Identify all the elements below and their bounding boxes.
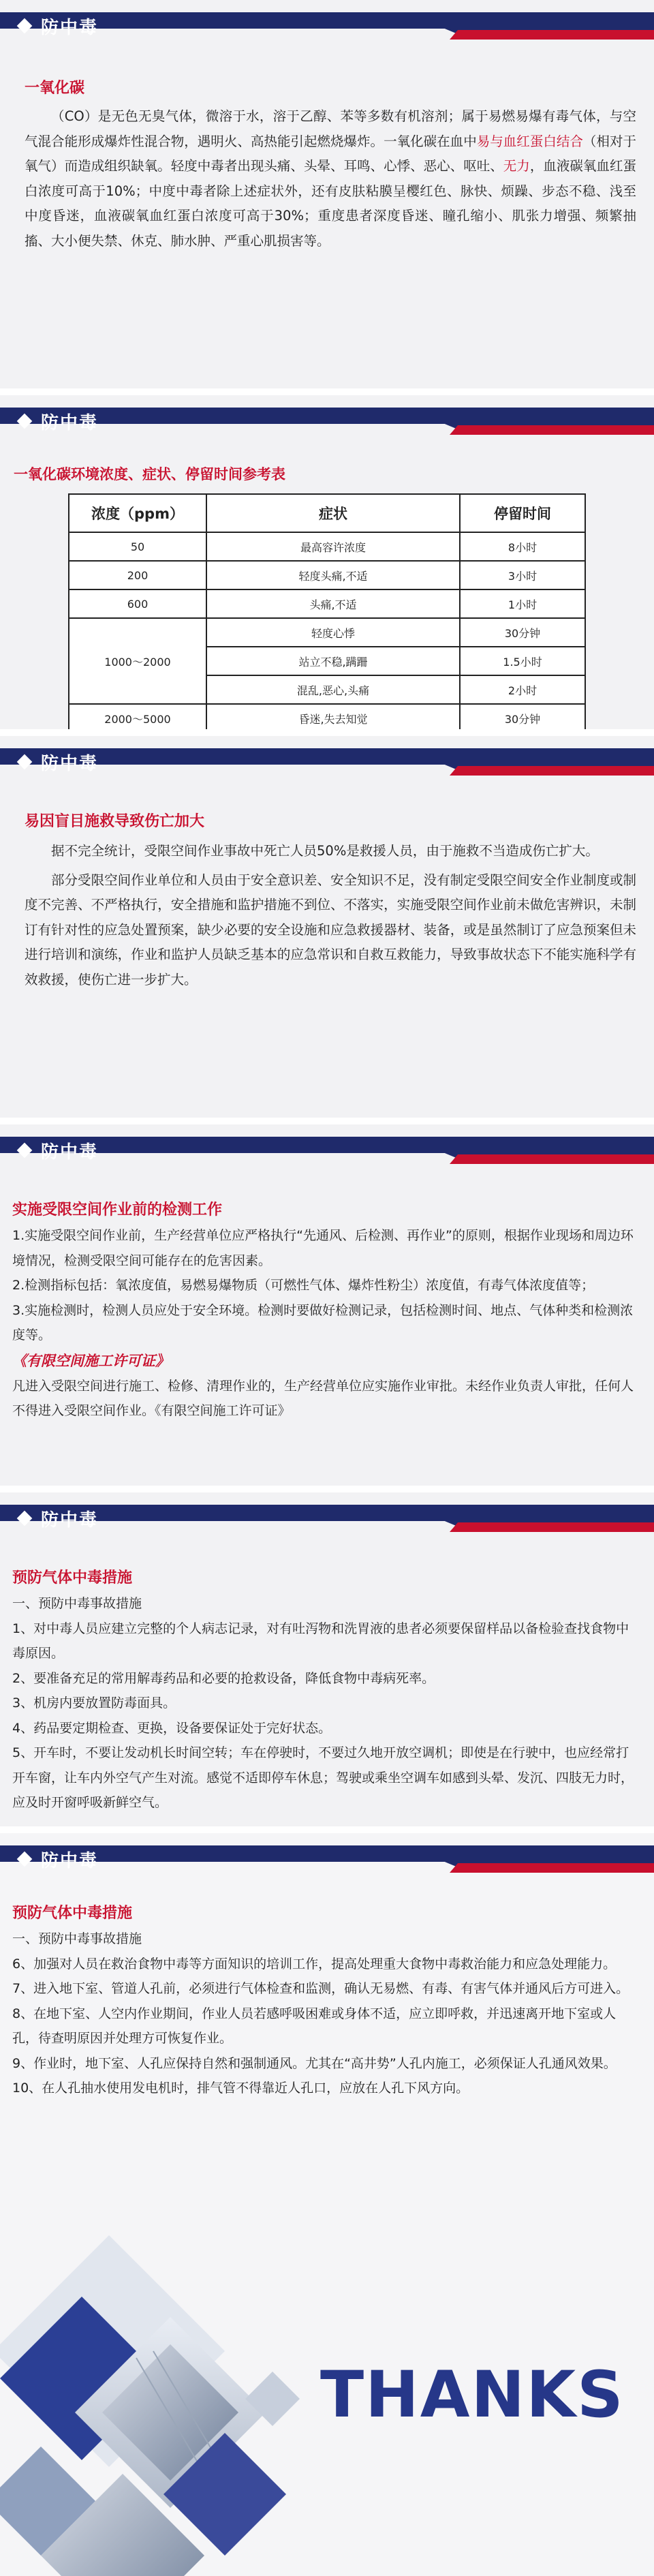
red-stripe bbox=[450, 1522, 654, 1532]
list-item: 1.实施受限空间作业前，生产经营单位应严格执行“先通风、后检测、再作业”的原则，根据作业现场和周边环境情况，检测受限空间可能存在的危害因素。 bbox=[12, 1228, 634, 1268]
table-row bbox=[69, 618, 585, 647]
cell: 轻度心悸 bbox=[206, 618, 460, 647]
red-stripe bbox=[450, 766, 654, 776]
table-row bbox=[69, 704, 585, 729]
thanks-graphic bbox=[0, 2215, 654, 2576]
content bbox=[25, 810, 636, 992]
cell: 3小时 bbox=[460, 561, 585, 589]
table-row bbox=[69, 532, 585, 561]
list-item: 凡进入受限空间进行施工、检修、清理作业的，生产经营单位应实施作业审批。未经作业负责人审批，任何人不得进入受限空间作业。《有限空间施工许可证》 bbox=[12, 1378, 634, 1418]
red-stripe bbox=[450, 30, 654, 40]
section-title: 一氧化碳 bbox=[25, 80, 85, 97]
list-item: 4、药品要定期检查、更换，设备要保证处于完好状态。 bbox=[12, 1720, 332, 1736]
content bbox=[25, 76, 636, 254]
highlight-text: 易与血红蛋白结合 bbox=[476, 133, 583, 149]
diamond-icon bbox=[17, 1511, 33, 1527]
list-item: 8、在地下室、人空内作业期间，作业人员若感呼吸困难或身体不适，应立即呼救，并迅速离开地下室或人孔，待查明原因并处理方可恢复作业。 bbox=[12, 2006, 617, 2046]
list-item: 6、加强对人员在救治食物中毒等方面知识的培训工作，提高处理重大食物中毒救治能力和应急处理能力。 bbox=[12, 1956, 617, 1972]
text: ，血液碳氧血红蛋白浓度可高于10%；中度中毒者除上述症状外，还有皮肤粘膜呈樱红色、脉快、烦躁、步态不稳、浅至中度昏迷，血液碳氧血红蛋白浓度可高于30%；重度患者深度昏迷、瞳孔缩小、肌张力增强、频繁抽搐、大小便失禁、休克、肺水肿、严重心肌损害等。 bbox=[25, 158, 636, 249]
cell: 站立不稳,蹒跚 bbox=[206, 647, 460, 675]
paragraph: 据不完全统计，受限空间作业事故中死亡人员50%是救援人员，由于施救不当造成伤亡扩大。 bbox=[51, 843, 599, 859]
slide-co-intro bbox=[0, 0, 654, 388]
section-title: 实施受限空间作业前的检测工作 bbox=[12, 1201, 223, 1218]
header-band bbox=[0, 1845, 654, 1885]
cell: 2000～5000 bbox=[69, 704, 206, 729]
diamond-icon bbox=[17, 18, 33, 34]
subheading: 一、预防中毒事故措施 bbox=[12, 1931, 142, 1946]
slide-co-table bbox=[0, 395, 654, 729]
subheading: 一、预防中毒事故措施 bbox=[12, 1596, 142, 1611]
diamond-icon bbox=[17, 1143, 33, 1159]
header-label: 防中毒 bbox=[41, 753, 99, 774]
list-item: 2.检测指标包括：氧浓度值，易燃易爆物质（可燃性气体、爆炸性粉尘）浓度值，有毒气体浓度值等； bbox=[12, 1278, 595, 1293]
diamond-icon bbox=[17, 414, 33, 429]
header-label: 防中毒 bbox=[41, 1850, 99, 1871]
section-title: 易因盲目施救导致伤亡加大 bbox=[25, 813, 205, 830]
red-stripe bbox=[450, 1154, 654, 1164]
cell: 600 bbox=[69, 589, 206, 618]
co-paragraph bbox=[25, 104, 636, 254]
list-item: 7、进入地下室、管道人孔前，必须进行气体检查和监测，确认无易燃、有毒、有害气体并通风后方可进入。 bbox=[12, 1981, 629, 1996]
header-tag bbox=[19, 1508, 98, 1529]
cell: 最高容许浓度 bbox=[206, 532, 460, 561]
cell: 50 bbox=[69, 532, 206, 561]
thanks-text: THANKS bbox=[320, 2358, 625, 2432]
col-header: 症状 bbox=[206, 494, 460, 532]
cell: 1000～2000 bbox=[69, 618, 206, 704]
header-label: 防中毒 bbox=[41, 17, 99, 38]
permit-title: 《有限空间施工许可证》 bbox=[12, 1352, 170, 1369]
list-item: 9、作业时，地下室、人孔应保持自然和强制通风。尤其在“高井势”人孔内施工，必须保证人孔通风效果。 bbox=[12, 2055, 617, 2071]
diamond-icon bbox=[17, 1852, 33, 1867]
slide-rescue bbox=[0, 736, 654, 1118]
header-label: 防中毒 bbox=[41, 1141, 99, 1163]
header-band bbox=[0, 1137, 654, 1176]
section-title: 预防气体中毒措施 bbox=[12, 1569, 133, 1586]
red-stripe bbox=[450, 425, 654, 435]
co-reference-table bbox=[68, 493, 586, 729]
list-item: 1、对中毒人员应建立完整的个人病志记录，对有吐泻物和洗胃液的患者必须要保留样品以备检验查找食物中毒原因。 bbox=[12, 1621, 629, 1661]
col-header: 浓度（ppm） bbox=[69, 494, 206, 532]
red-stripe bbox=[450, 1863, 654, 1873]
slide-prevention-1 bbox=[0, 1492, 654, 1826]
header-band bbox=[0, 748, 654, 788]
cell: 头痛,不适 bbox=[206, 589, 460, 618]
cell: 200 bbox=[69, 561, 206, 589]
cell: 30分钟 bbox=[460, 618, 585, 647]
header-band bbox=[0, 408, 654, 447]
text: （相对于氧气）而造成组织缺氧。轻度中毒者出现头痛、头晕、耳鸣、心悸、恶心、呕吐、 bbox=[25, 133, 636, 174]
header-label: 防中毒 bbox=[41, 412, 99, 433]
header-band bbox=[0, 1505, 654, 1544]
header-band bbox=[0, 12, 654, 52]
list-item: 3、机房内要放置防毒面具。 bbox=[12, 1696, 176, 1711]
content bbox=[12, 1566, 636, 1815]
highlight-text: 无力 bbox=[503, 158, 530, 174]
cell: 8小时 bbox=[460, 532, 585, 561]
paragraph: 部分受限空间作业单位和人员由于安全意识差、安全知识不足，没有制定受限空间安全作业制度或制度不完善、不严格执行，安全措施和监护措施不到位、不落实，实施受限空间作业前未做危害辨识，未制订有针对性的应急处置预案，缺少必要的安全设施和应急救援器材、装备，或是虽然制订了应急预案但未进行培训和演练，作业和监护人员缺乏基本的应急常识和自救互救能力，导致事故状态下不能实施科学有效救援，使伤亡进一步扩大。 bbox=[25, 872, 636, 987]
slide-prevention-2 bbox=[0, 1833, 654, 2576]
cell: 昏迷,失去知觉 bbox=[206, 704, 460, 729]
header-tag bbox=[19, 16, 98, 36]
table-row bbox=[69, 589, 585, 618]
header-label: 防中毒 bbox=[41, 1509, 99, 1531]
content bbox=[12, 1198, 636, 1424]
cell: 1小时 bbox=[460, 589, 585, 618]
list-item: 10、在人孔抽水使用发电机时，排气管不得靠近人孔口，应放在人孔下风方向。 bbox=[12, 2081, 469, 2096]
text: （CO）是无色无臭气体，微溶于水，溶于乙醇、苯等多数有机溶剂；属于易燃易爆有毒气体，与空气混合能形成爆炸性混合物，遇明火、高热能引起燃烧爆炸。一氧化碳在血中 bbox=[25, 108, 636, 149]
header-tag bbox=[19, 1140, 98, 1161]
cell: 30分钟 bbox=[460, 704, 585, 729]
diamond-icon bbox=[17, 754, 33, 770]
cell: 1.5小时 bbox=[460, 647, 585, 675]
table-header-row bbox=[69, 494, 585, 532]
list-item: 5、开车时，不要让发动机长时间空转；车在停驶时，不要过久地开放空调机；即使是在行驶中，也应经常打开车窗，让车内外空气产生对流。感觉不适即停车休息；驾驶或乘坐空调车如感到头晕、发沉、四肢无力时，应及时开窗呼吸新鲜空气。 bbox=[12, 1745, 634, 1810]
list-item: 3.实施检测时，检测人员应处于安全环境。检测时要做好检测记录，包括检测时间、地点、气体种类和检测浓度等。 bbox=[12, 1302, 634, 1343]
section-title: 一氧化碳环境浓度、症状、停留时间参考表 bbox=[14, 466, 285, 482]
cell: 2小时 bbox=[460, 675, 585, 704]
header-tag bbox=[19, 1849, 98, 1869]
slide-detection bbox=[0, 1124, 654, 1486]
section-title: 预防气体中毒措施 bbox=[12, 1905, 133, 1922]
list-item: 2、要准备充足的常用解毒药品和必要的抢救设备，降低食物中毒病死率。 bbox=[12, 1670, 435, 1686]
cell: 混乱,恶心,头痛 bbox=[206, 675, 460, 704]
table-row bbox=[69, 561, 585, 589]
col-header: 停留时间 bbox=[460, 494, 585, 532]
content bbox=[12, 1901, 636, 2101]
header-tag bbox=[19, 752, 98, 772]
cell: 轻度头痛,不适 bbox=[206, 561, 460, 589]
header-tag bbox=[19, 411, 98, 431]
